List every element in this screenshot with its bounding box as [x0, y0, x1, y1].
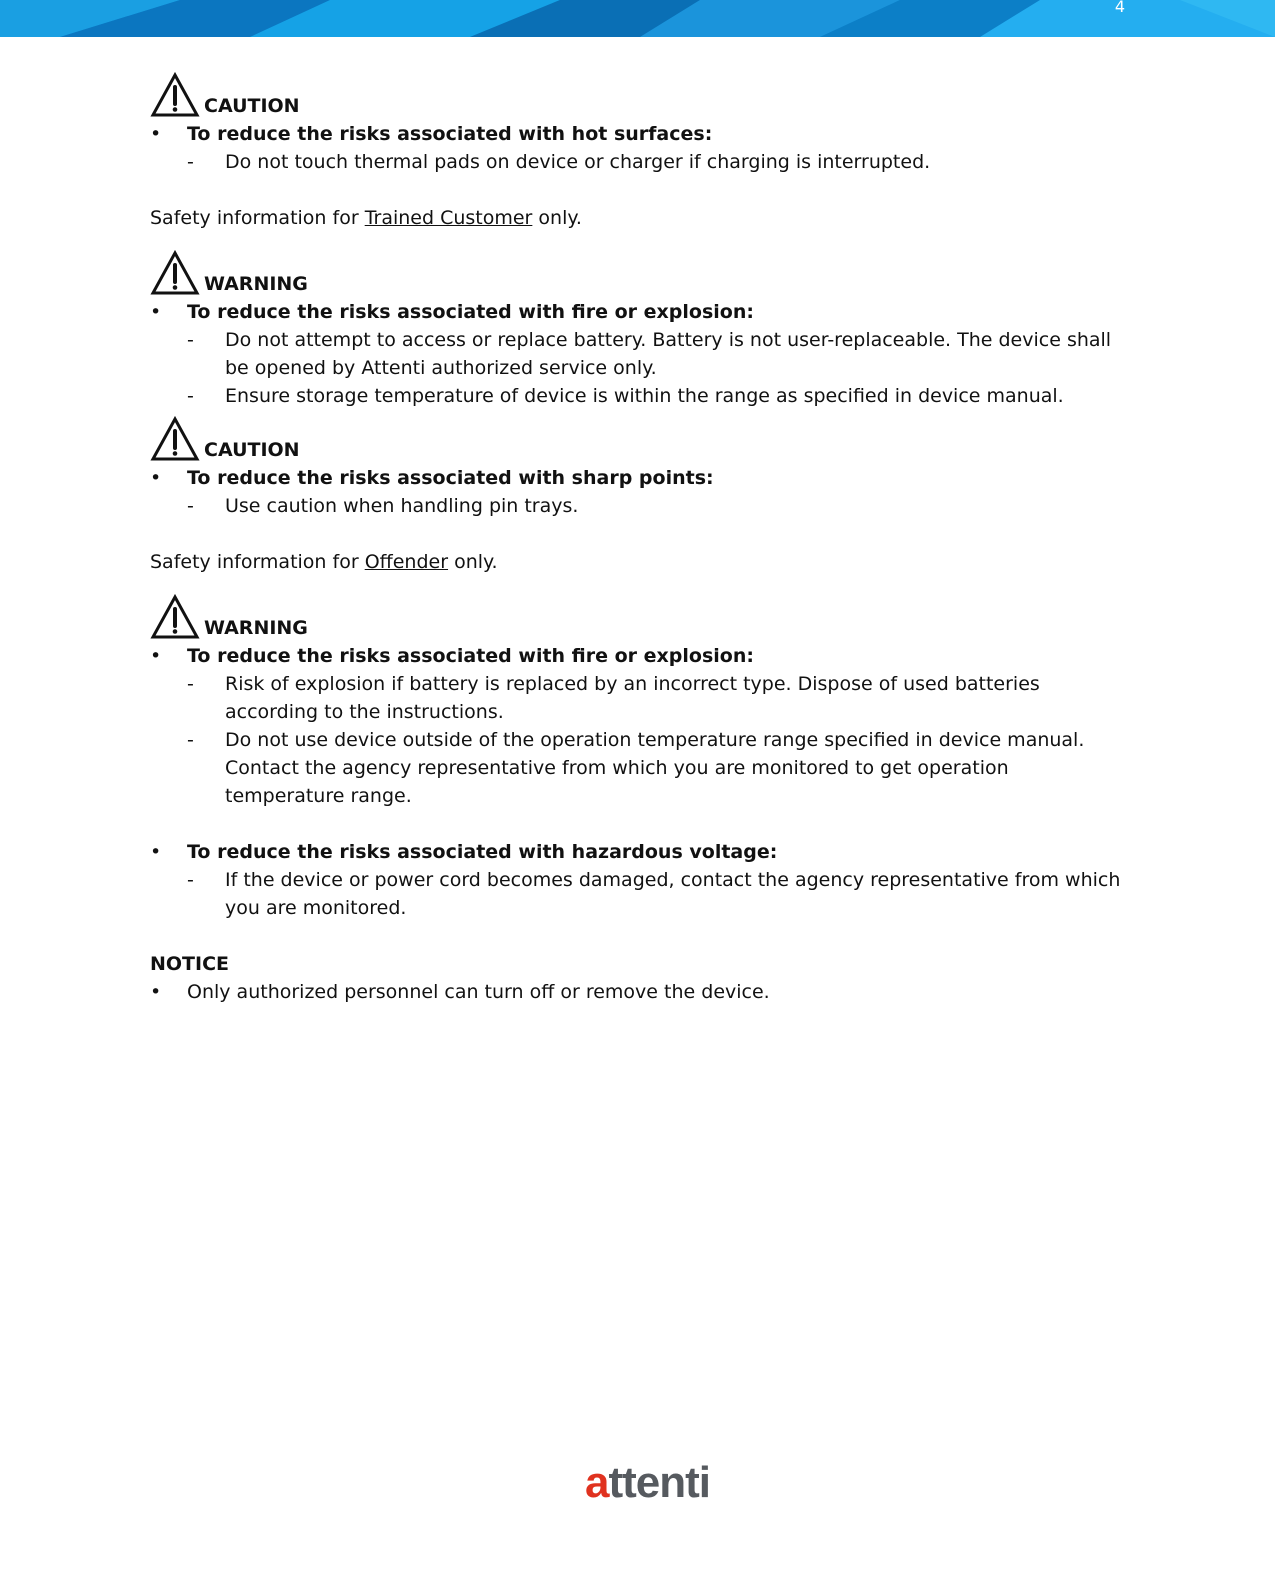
warning-label: WARNING — [204, 617, 308, 639]
bullet-item: • To reduce the risks associated with fire or explosion: — [150, 645, 754, 667]
bullet-item: • To reduce the risks associated with hot surfaces: — [150, 123, 713, 145]
warning-label: WARNING — [204, 273, 308, 295]
trained-customer-intro: Safety information for Trained Customer only. — [150, 207, 582, 229]
trained-customer-link: Trained Customer — [364, 207, 533, 229]
offender-link: Offender — [364, 551, 449, 573]
sub-item: - Do not touch thermal pads on device or charger if charging is interrupted. — [187, 151, 931, 173]
sub-item: - If the device or power cord becomes damaged, contact the agency representative from which you are monitored. — [187, 869, 1121, 919]
sub-item: - Ensure storage temperature of device is within the range as specified in device manual. — [187, 385, 1064, 407]
header-banner — [0, 0, 1275, 37]
bullet-item: • To reduce the risks associated with fire or explosion: — [150, 301, 754, 323]
warning-sign — [150, 588, 1125, 642]
warning-sign — [150, 244, 1125, 298]
page-number: 4 — [1114, 0, 1125, 16]
caution-label: CAUTION — [204, 439, 300, 461]
bullet-item: • To reduce the risks associated with sharp points: — [150, 467, 714, 489]
sub-item: - Use caution when handling pin trays. — [187, 495, 579, 517]
notice-title: NOTICE — [150, 953, 230, 975]
offender-intro: Safety information for Offender only. — [150, 551, 498, 573]
caution-sign — [150, 410, 1125, 464]
warning-triangle-icon — [150, 72, 200, 118]
sub-item: - Risk of explosion if battery is replaced by an incorrect type. Dispose of used batteries according to the instructions. — [187, 673, 1040, 723]
sub-item: - Do not attempt to access or replace battery. Battery is not user-replaceable. The device shall be opened by Attenti authorized service only. — [187, 329, 1112, 379]
document-body — [150, 66, 1125, 1006]
caution-sign — [150, 66, 1125, 120]
attenti-logo: attenti — [585, 1458, 711, 1507]
banner-graphic — [0, 0, 1275, 37]
warning-triangle-icon — [150, 416, 200, 462]
warning-triangle-icon — [150, 594, 200, 640]
bullet-item: • To reduce the risks associated with hazardous voltage: — [150, 841, 778, 863]
sub-item: - Do not use device outside of the operation temperature range specified in device manual. Contact the agency representative from which you are monitored to get operation temperature range. — [187, 729, 1085, 807]
bullet-item: • Only authorized personnel can turn off or remove the device. — [150, 981, 770, 1003]
warning-triangle-icon — [150, 250, 200, 296]
caution-label: CAUTION — [204, 95, 300, 117]
